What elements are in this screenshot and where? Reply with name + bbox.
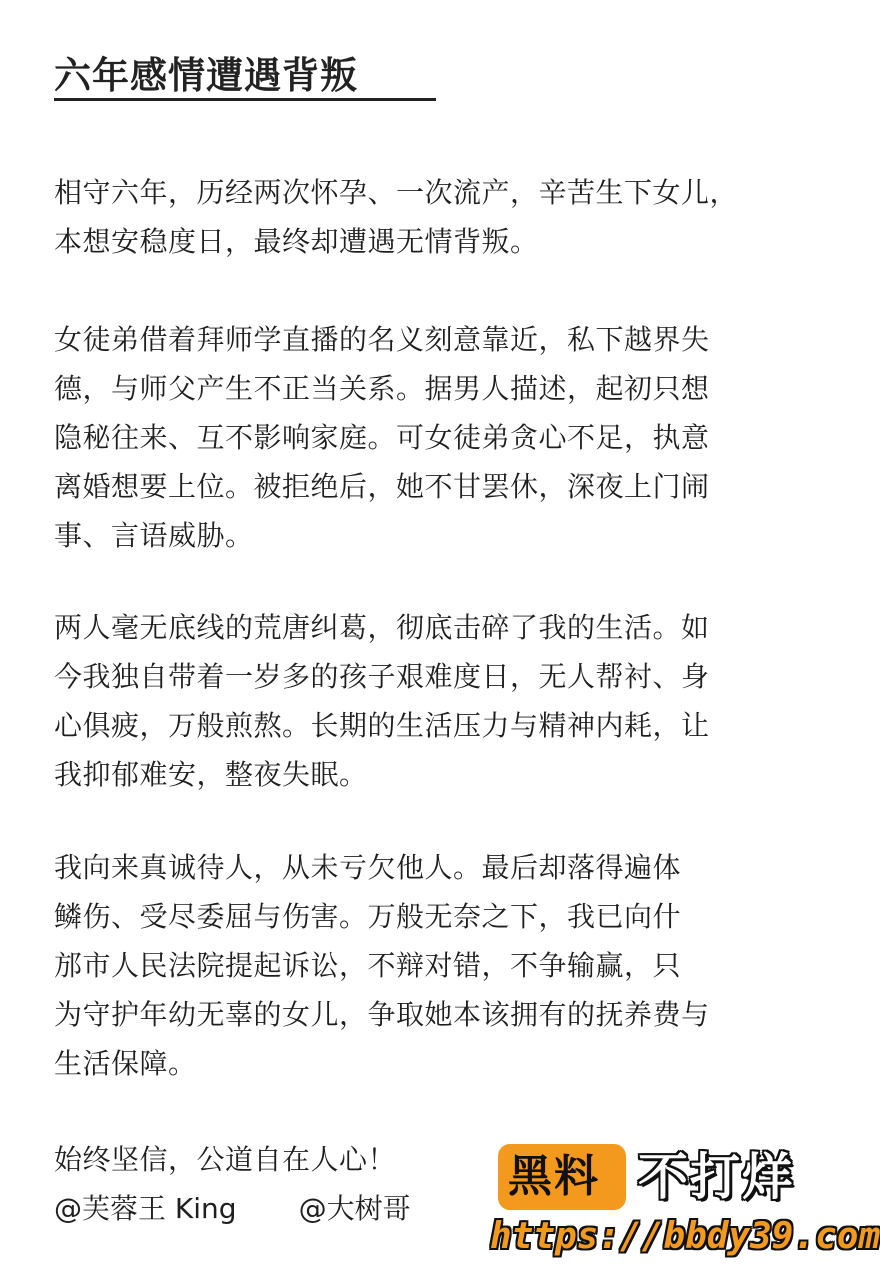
- text-line: 今我独自带着一岁多的孩子艰难度日，无人帮衬、身: [54, 660, 710, 693]
- paragraph-1: [54, 168, 794, 266]
- text-line: 女徒弟借着拜师学直播的名义刻意靠近，私下越界失: [54, 323, 710, 356]
- watermark-side-text: 不打烊: [638, 1148, 794, 1206]
- title-underline: [54, 98, 436, 101]
- text-line: 相守六年，历经两次怀孕、一次流产，辛苦生下女儿，: [54, 176, 739, 209]
- article-title: 六年感情遭遇背叛: [54, 54, 358, 97]
- paragraph-2: [54, 315, 794, 560]
- text-line: 离婚想要上位。被拒绝后，她不甘罢休，深夜上门闹: [54, 470, 710, 503]
- text-line: 隐秘往来、互不影响家庭。可女徒弟贪心不足，执意: [54, 421, 710, 454]
- mention-link[interactable]: @大树哥: [298, 1192, 411, 1225]
- mention-link[interactable]: @芙蓉王 King: [54, 1192, 237, 1225]
- text-line: 为守护年幼无辜的女儿，争取她本该拥有的抚养费与: [54, 998, 710, 1031]
- paragraph-4: [54, 843, 794, 1088]
- text-line: 心俱疲，万般煎熬。长期的生活压力与精神内耗，让: [54, 709, 710, 742]
- text-line: 生活保障。: [54, 1047, 197, 1080]
- text-line: 鳞伤、受尽委屈与伤害。万般无奈之下，我已向什: [54, 900, 682, 933]
- paragraph-3: [54, 603, 794, 799]
- text-line: 始终坚信，公道自在人心！: [54, 1143, 397, 1176]
- text-line: 两人毫无底线的荒唐纠葛，彻底击碎了我的生活。如: [54, 611, 710, 644]
- text-line: 事、言语威胁。: [54, 519, 254, 552]
- text-line: 邡市人民法院提起诉讼，不辩对错，不争输赢，只: [54, 949, 682, 982]
- text-line: 本想安稳度日，最终却遭遇无情背叛。: [54, 225, 539, 258]
- text-line: 我向来真诚待人，从未亏欠他人。最后却落得遍体: [54, 851, 682, 884]
- watermark-badge: [498, 1144, 626, 1210]
- text-line: 德，与师父产生不正当关系。据男人描述，起初只想: [54, 372, 710, 405]
- mention-handles: [54, 1184, 411, 1233]
- text-line: 我抑郁难安，整夜失眠。: [54, 758, 368, 791]
- watermark-url: https://bbdy39.com: [490, 1216, 880, 1257]
- watermark: [490, 1144, 880, 1264]
- watermark-badge-text: 黑料: [508, 1151, 600, 1202]
